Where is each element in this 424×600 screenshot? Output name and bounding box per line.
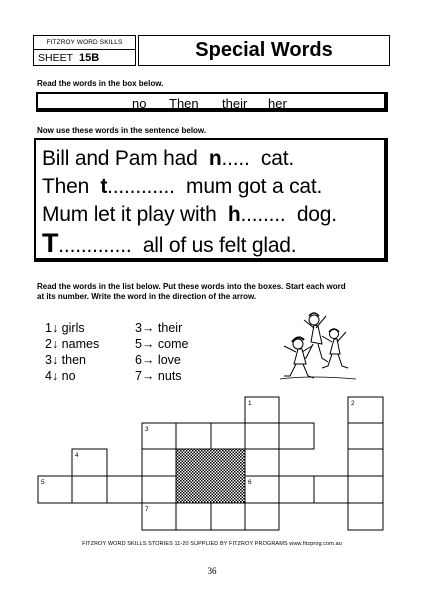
clue-item: 4↓ no xyxy=(45,369,76,383)
crossword-cell[interactable] xyxy=(107,476,142,503)
sentence-text: Mum let it play with xyxy=(42,203,228,226)
word-item: her xyxy=(268,96,287,111)
word-item: no xyxy=(132,96,147,111)
clue-item: 2↓ names xyxy=(45,337,100,351)
crossword-cell[interactable] xyxy=(245,503,279,530)
crossword-cell[interactable] xyxy=(245,423,279,449)
clue-item: 3→ their xyxy=(135,321,183,335)
crossword-clue-number: 1 xyxy=(248,400,252,407)
crossword-cell[interactable] xyxy=(211,503,245,530)
instruction-crossword-line2: at its number. Write the word in the direction of the arrow. xyxy=(37,292,257,301)
sheet-label-text: SHEET xyxy=(38,52,74,64)
word-item: their xyxy=(222,96,248,111)
shaded-block xyxy=(176,449,245,503)
crossword-cell[interactable] xyxy=(348,476,383,503)
sentence-text: ............. all of us felt glad. xyxy=(58,234,297,257)
crossword-cell[interactable] xyxy=(211,423,245,449)
clue-item: 3↓ then xyxy=(45,353,87,367)
sentence-text: Bill and Pam had xyxy=(42,147,209,170)
crossword-clue-number: 3 xyxy=(145,426,149,433)
crossword-cell[interactable] xyxy=(72,476,107,503)
sentence-text: ........ dog. xyxy=(240,203,337,226)
footer-credits: FITZROY WORD SKILLS STORIES 11-20 SUPPLIED BY FITZROY PROGRAMS www.fitzprog.com.au xyxy=(82,541,342,547)
sentence-hint-letter: h xyxy=(227,203,241,226)
series-label: FITZROY WORD SKILLS xyxy=(33,35,136,49)
crossword-clue-number: 5 xyxy=(41,479,45,486)
sentence-text: Then xyxy=(42,175,101,198)
instruction-read-words: Read the words in the box below. xyxy=(37,79,164,88)
crossword-cell[interactable] xyxy=(245,449,279,476)
clue-item: 6→ love xyxy=(135,353,181,367)
page-title: Special Words xyxy=(138,35,390,66)
crossword-cell[interactable] xyxy=(176,423,211,449)
crossword-clue-number: 7 xyxy=(145,506,149,513)
crossword-clue-number: 6 xyxy=(248,479,252,486)
crossword-cell[interactable] xyxy=(176,503,211,530)
sentence-text: ............ mum got a cat. xyxy=(107,175,323,198)
sheet-number: 15B xyxy=(79,52,100,64)
crossword-clue-number: 4 xyxy=(75,452,79,459)
crossword-cell[interactable] xyxy=(279,423,314,449)
sentence-hint-letter: t xyxy=(100,175,108,198)
crossword-cell[interactable] xyxy=(142,449,176,476)
clue-item: 7→ nuts xyxy=(135,369,182,383)
sentence-hint-letter: T xyxy=(42,228,59,258)
instruction-crossword-line1: Read the words in the list below. Put these words into the boxes. Start each word xyxy=(37,282,346,291)
sentence-hint-letter: n xyxy=(208,147,222,170)
word-item: Then xyxy=(169,96,199,111)
crossword-cell[interactable] xyxy=(314,476,348,503)
crossword-cell[interactable] xyxy=(279,476,314,503)
clue-item: 5→ come xyxy=(135,337,189,351)
crossword-cell[interactable] xyxy=(142,476,176,503)
sentence-text: ..... cat. xyxy=(221,147,294,170)
clue-item: 1↓ girls xyxy=(45,321,85,335)
page-number: 36 xyxy=(207,566,217,576)
instruction-use-words: Now use these words in the sentence below. xyxy=(37,126,207,135)
crossword-cell[interactable] xyxy=(348,423,383,449)
crossword-clue-number: 2 xyxy=(351,400,355,407)
crossword-cell[interactable] xyxy=(348,449,383,476)
crossword-cell[interactable] xyxy=(348,503,383,530)
